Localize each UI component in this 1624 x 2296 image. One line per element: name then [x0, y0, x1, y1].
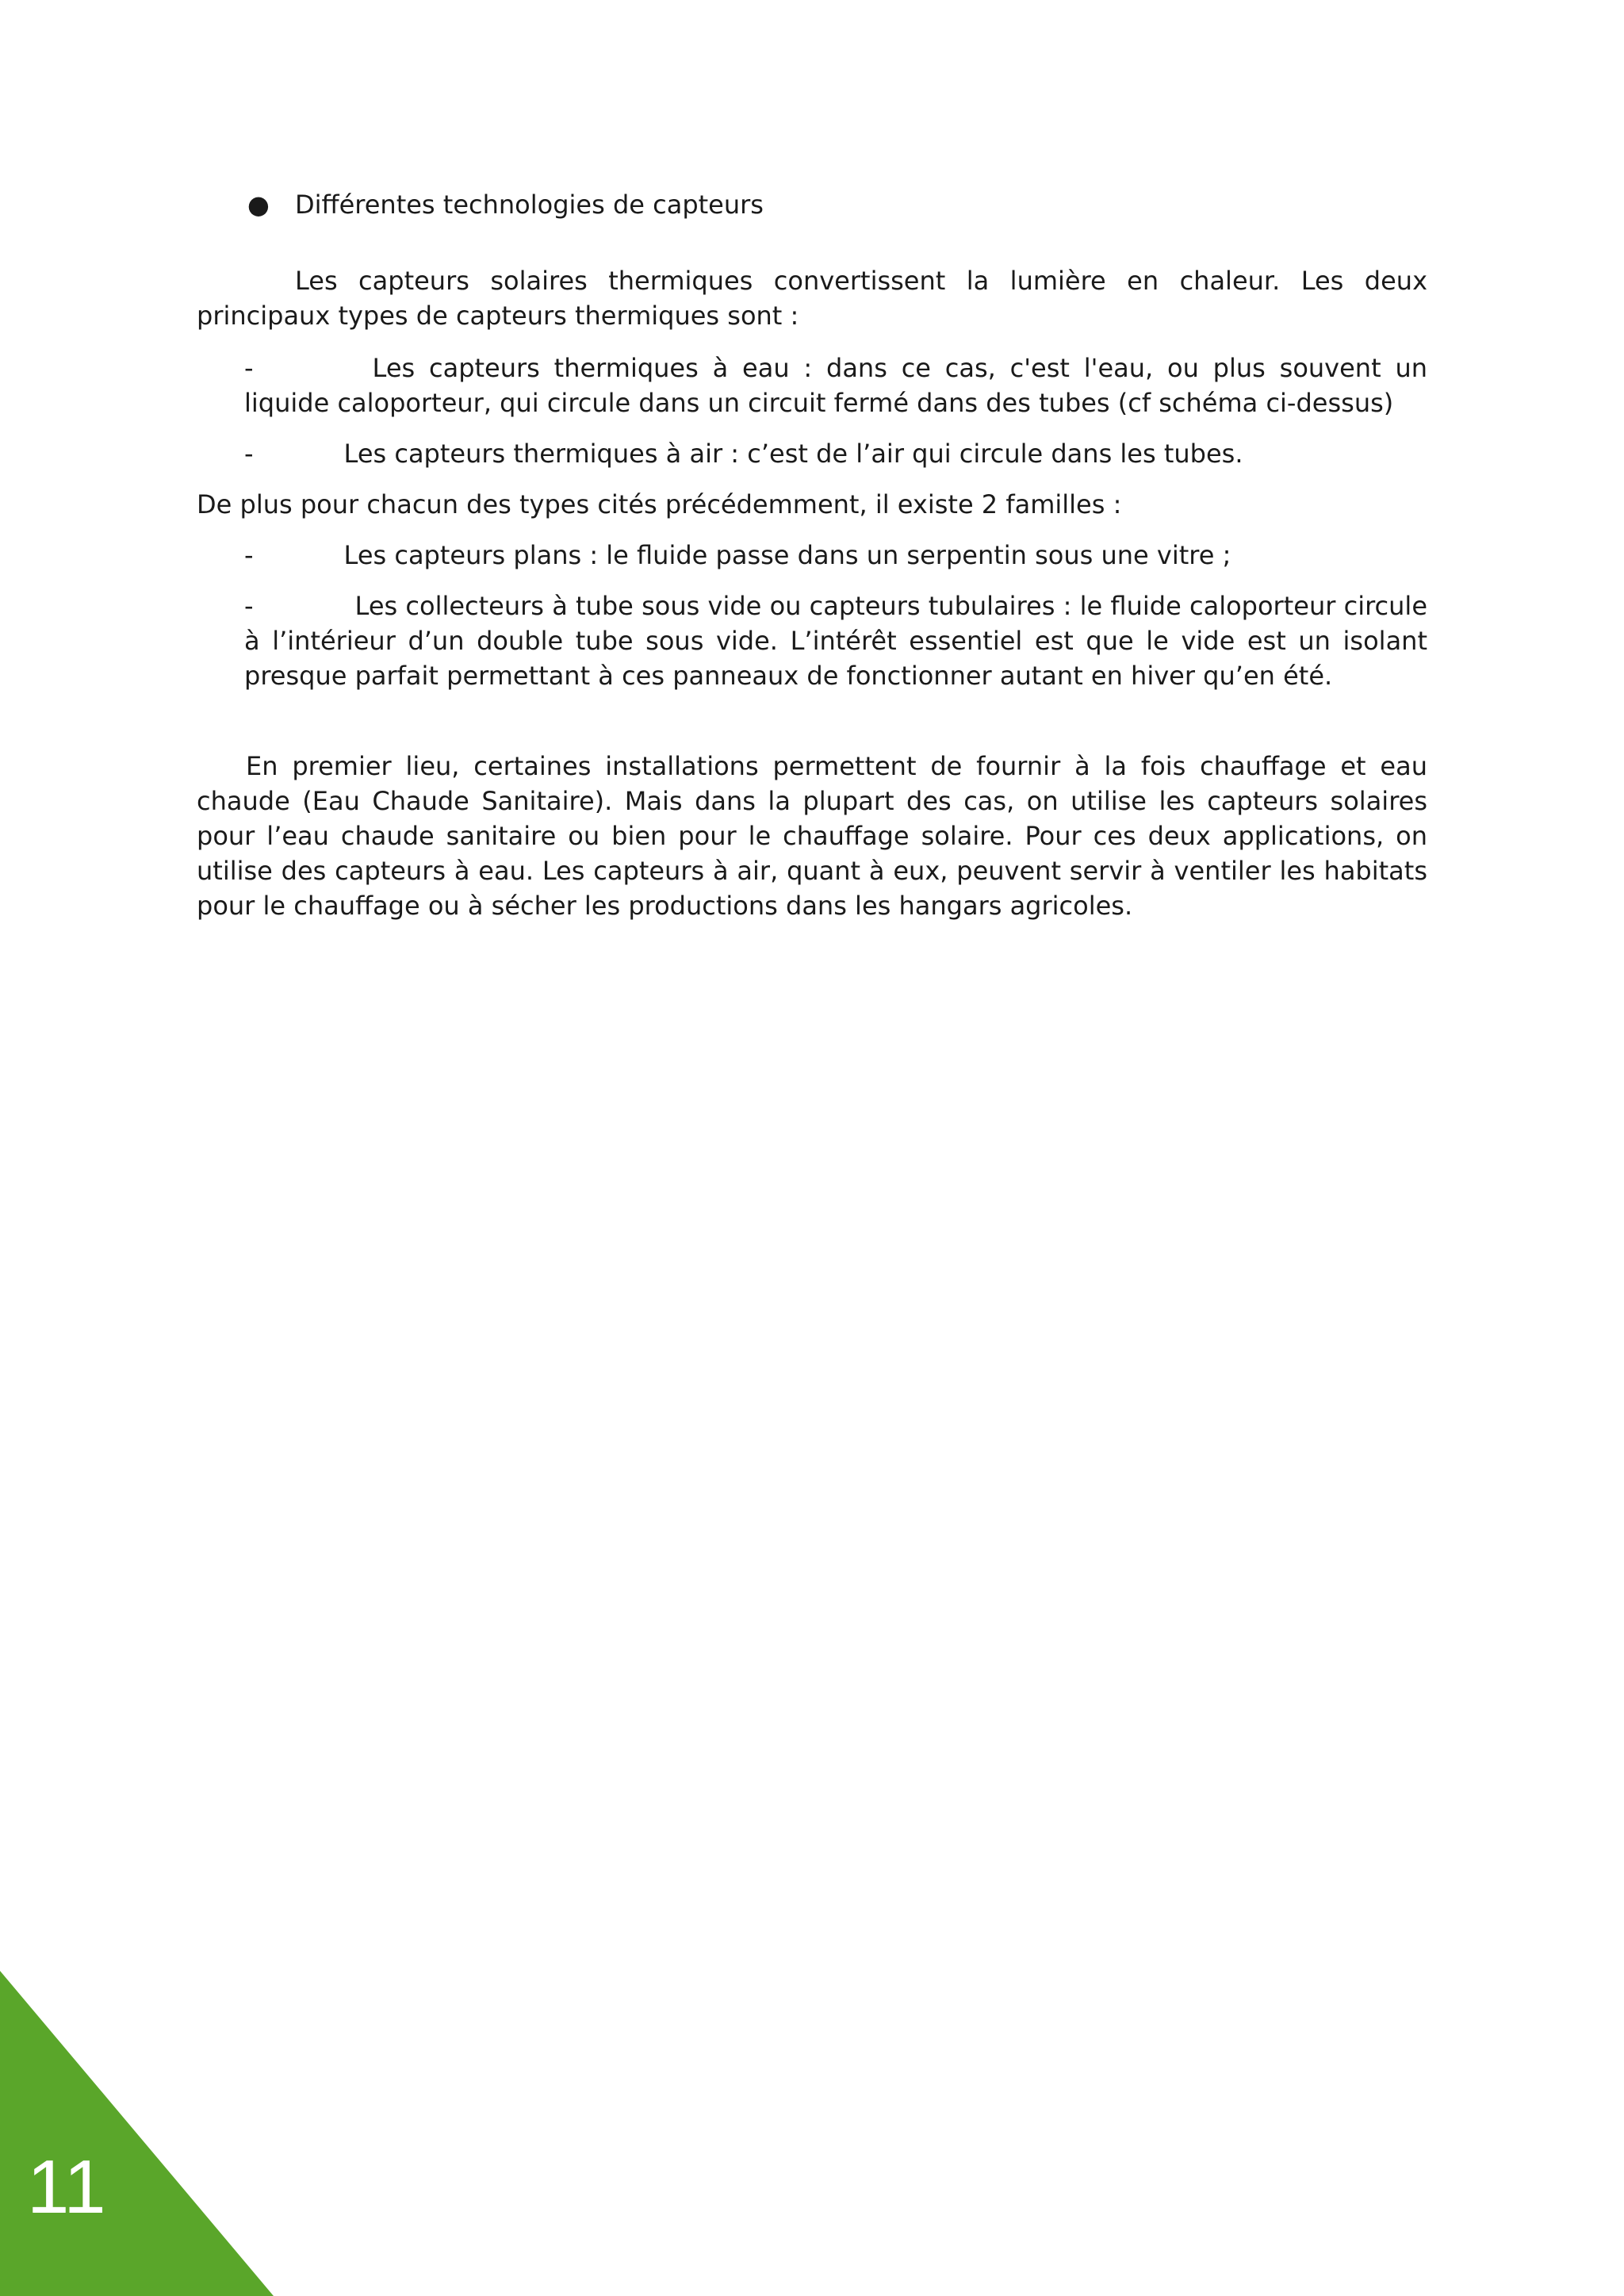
list-item-text: Les capteurs thermiques à air : c’est de l’air qui circule dans les tubes.	[343, 439, 1243, 469]
list-item-text: Les capteurs plans : le fluide passe dans un serpentin sous une vitre ;	[343, 540, 1231, 570]
list-item	[244, 436, 1427, 471]
collector-types-list	[197, 351, 1427, 471]
list-item	[244, 588, 1427, 693]
corner-triangle-decoration	[0, 1971, 274, 2296]
section-heading-text: Différentes technologies de capteurs	[295, 190, 764, 220]
page-content	[197, 187, 1427, 923]
bullet-icon: ●	[247, 190, 270, 220]
list-item	[244, 538, 1427, 573]
intro-paragraph: Les capteurs solaires thermiques convertissent la lumière en chaleur. Les deux principaux types de capteurs thermiques sont :	[197, 266, 1427, 331]
final-paragraph: En premier lieu, certaines installations permettent de fournir à la fois chauffage et eau chaude (Eau Chaude Sanitaire). Mais dans la plupart des cas, on utilise les capteurs solaires pour l’eau chaude sanitaire ou bien pour le chauffage solaire. Pour ces deux applications, on utilise des capteurs à eau. Les capteurs à air, quant à eux, peuvent servir à ventiler les habitats pour le chauffage ou à sécher les productions dans les hangars agricoles.	[197, 751, 1427, 921]
page-number: 11	[27, 2145, 106, 2229]
list-item-text: Les capteurs thermiques à eau : dans ce cas, c'est l'eau, ou plus souvent un liquide caloporteur, qui circule dans un circuit fermé dans des tubes (cf schéma ci-dessus)	[244, 353, 1427, 418]
corner-triangle	[0, 1971, 274, 2296]
list-item	[244, 351, 1427, 420]
section-heading	[197, 187, 1427, 222]
dash-marker: -	[244, 353, 254, 383]
list-item-text: Les collecteurs à tube sous vide ou capteurs tubulaires : le fluide caloporteur circule à l’intérieur d’un double tube sous vide. L’intérêt essentiel est que le vide est un isolant presque parfait permettant à ces panneaux de fonctionner autant en hiver qu’en été.	[244, 591, 1427, 691]
dash-marker: -	[244, 540, 254, 570]
families-intro: De plus pour chacun des types cités précédemment, il existe 2 familles :	[197, 489, 1122, 519]
dash-marker: -	[244, 591, 254, 621]
collector-families-list	[197, 538, 1427, 693]
dash-marker: -	[244, 439, 254, 469]
